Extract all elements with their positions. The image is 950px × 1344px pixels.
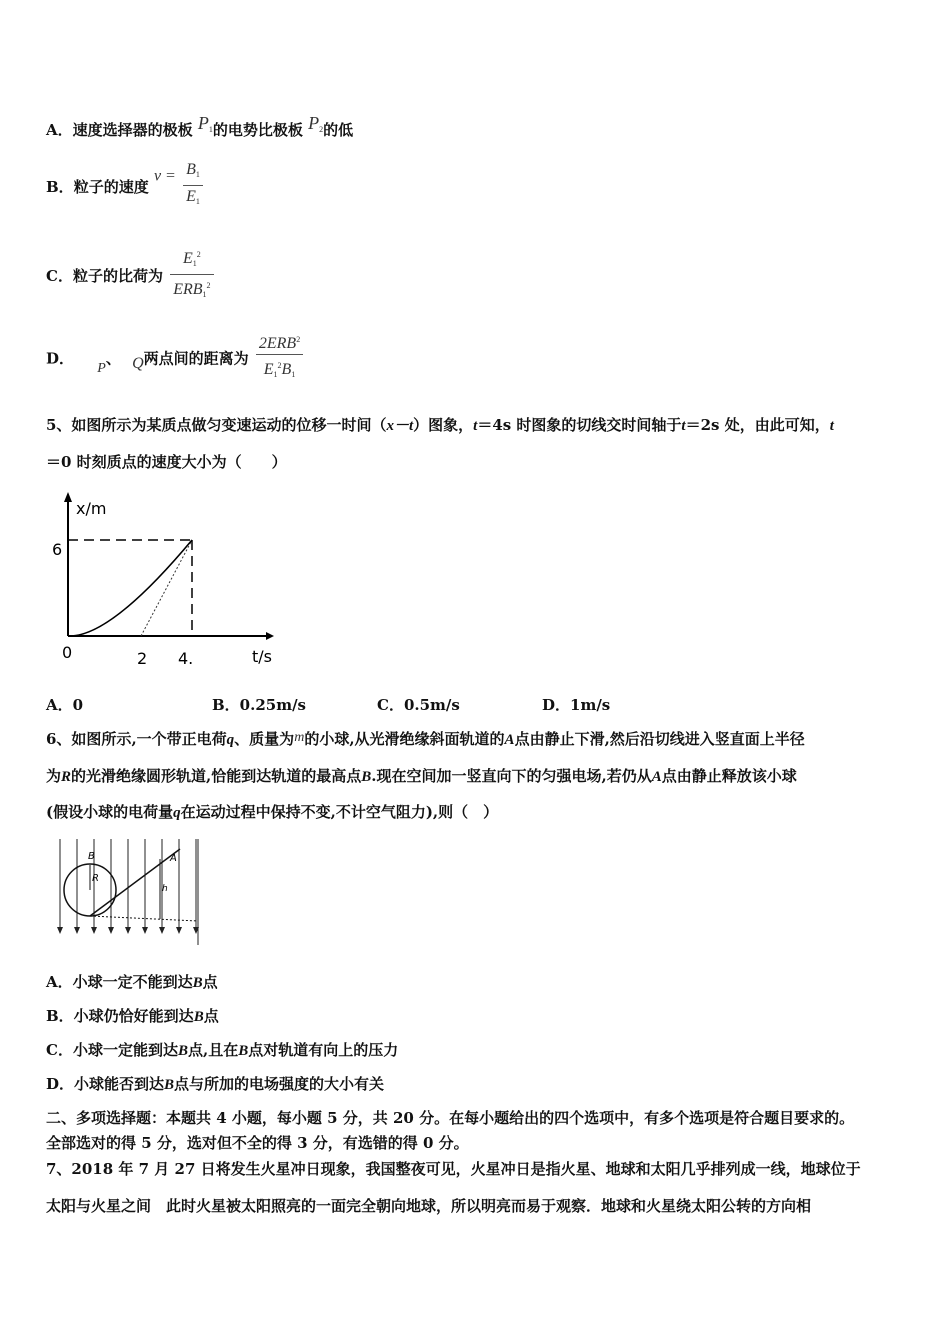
q5-option-b: B．0.25m/s [212, 696, 307, 714]
x-tick-2: 2 [137, 649, 148, 668]
q5-option-a: A．0 [46, 696, 84, 714]
q6-option-b: B．小球仍恰好能到达B点 [46, 1007, 219, 1025]
base-line [90, 916, 198, 921]
velocity-symbol: v = [153, 167, 176, 185]
q5-option-d: D．1m/s [542, 696, 611, 714]
x-axis-label: t/s [252, 647, 272, 666]
field-arrow [57, 927, 63, 934]
section2-heading-line1: 二、多项选择题：本题共 4 小题，每小题 5 分，共 20 分。在每小题给出的四个选项中，有多个选项是符合题目要求的。 [46, 1109, 855, 1127]
q6-stem-line2: 为R的光滑绝缘圆形轨道,恰能到达轨道的最高点B.现在空间加一竖直向下的匀强电场,若仍从A点由静止释放该小球 [46, 767, 797, 785]
circular-track-diagram [48, 835, 208, 950]
q7-stem-line2: 太阳与火星之间 此时火星被太阳照亮的一面完全朝向地球，所以明亮而易于观察．地球和火星绕太阳公转的方向相 [46, 1197, 812, 1215]
label-h: h [162, 884, 168, 894]
xt-curve [68, 540, 192, 636]
q5-option-c: C．0.5m/s [377, 696, 460, 714]
field-arrow [91, 927, 97, 934]
q5-stem-line2: ＝0 时刻质点的速度大小为（ ） [46, 453, 287, 471]
q4-option-c: C．粒子的比荷为 $\frac{E_1^2}{ERB_1^2}$ [46, 245, 216, 306]
field-arrow [125, 927, 131, 934]
xt-graph [40, 488, 300, 673]
distance-fraction: $\frac{2ERB^2}{E_1^2B_1}$ [256, 330, 303, 386]
y-axis-label: x/m [76, 499, 107, 518]
q7-stem-line1: 7、2018 年 7 月 27 日将发生火星冲日现象，我国整夜可见，火星冲日是指火星、地球和太阳几乎排列成一线，地球位于 [46, 1160, 861, 1178]
label-b: B [88, 851, 95, 862]
label-a: A [170, 853, 177, 864]
x-tick-4: 4. [178, 649, 194, 668]
y-tick-6: 6 [52, 540, 63, 559]
field-arrow [142, 927, 148, 934]
p2-symbol: $P_2$ [308, 113, 324, 134]
q6-option-c: C．小球一定能到达B点,且在B点对轨道有向上的压力 [46, 1041, 399, 1059]
q5-stem-line1: 5、如图所示为某质点做匀变速运动的位移一时间（x－t）图象，t＝4s 时图象的切线交时间轴于t＝2s 处，由此可知，t [46, 416, 834, 434]
field-arrow [159, 927, 165, 934]
label-r: R [92, 873, 99, 884]
p1-symbol: $P_1$ [197, 113, 213, 134]
q4-option-d: D． P、 Q两点间的距离为 $\frac{2ERB^2}{E_1^2B_1}$ [46, 330, 305, 386]
origin-label: 0 [62, 643, 73, 662]
y-axis-arrow [64, 492, 72, 502]
q6-stem-line3: (假设小球的电荷量q在运动过程中保持不变,不计空气阻力),则（ ） [46, 803, 499, 821]
field-arrow [108, 927, 114, 934]
field-arrow [176, 927, 182, 934]
q4-option-a: A．速度选择器的极板 $P_1$的电势比极板 $P_2$的低 [46, 113, 354, 139]
x-axis-arrow [266, 632, 274, 640]
q6-option-a: A．小球一定不能到达B点 [46, 973, 218, 991]
field-arrow [74, 927, 80, 934]
incline-track [90, 849, 180, 916]
velocity-fraction: $\frac{B_1}{E_1}$ [183, 160, 203, 213]
section2-heading-line2: 全部选对的得 5 分，选对但不全的得 3 分，有选错的得 0 分。 [46, 1134, 469, 1152]
q6-option-d: D．小球能否到达B点与所加的电场强度的大小有关 [46, 1075, 385, 1093]
q6-stem-line1: 6、如图所示,一个带正电荷q、质量为m的小球,从光滑绝缘斜面轨道的A点由静止下滑,然后沿切线进入竖直面上半径 [46, 730, 805, 748]
charge-mass-fraction: $\frac{E_1^2}{ERB_1^2}$ [170, 245, 213, 306]
q4-option-b: B．粒子的速度 v = $\frac{B_1}{E_1}$ [46, 160, 205, 213]
